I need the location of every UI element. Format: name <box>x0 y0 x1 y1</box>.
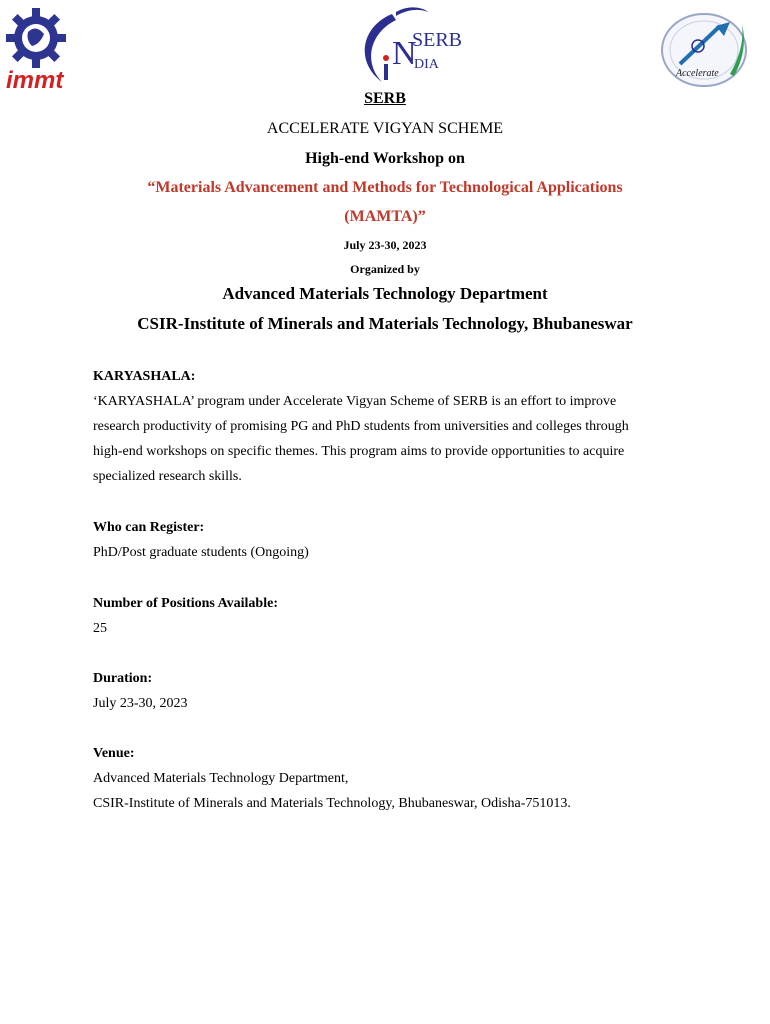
workshop-date: July 23-30, 2023 <box>343 238 427 252</box>
accelerate-logo-text: Accelerate <box>676 68 719 79</box>
karyashala-text-line: specialized research skills. <box>93 469 242 484</box>
csir-immt-logo <box>4 6 82 92</box>
serb-logo <box>352 6 462 88</box>
india-logo-text: DIA <box>414 57 439 72</box>
register-value: PhD/Post graduate students (Ongoing) <box>93 545 309 560</box>
organized-by-label: Organized by <box>350 262 420 276</box>
venue-line: CSIR-Institute of Minerals and Materials Technology, Bhubaneswar, Odisha-751013. <box>93 796 571 811</box>
svg-text:N: N <box>392 35 417 72</box>
duration-section <box>93 666 693 716</box>
institute-name: CSIR-Institute of Minerals and Materials Technology, Bhubaneswar <box>137 314 633 333</box>
positions-section <box>93 591 693 641</box>
venue-heading: Venue: <box>93 746 135 761</box>
karyashala-section <box>93 364 693 489</box>
accelerate-emblem-icon <box>660 12 756 88</box>
venue-section <box>93 741 693 816</box>
venue-line: Advanced Materials Technology Department, <box>93 771 349 786</box>
karyashala-text-line: ‘KARYASHALA’ program under Accelerate Vigyan Scheme of SERB is an effort to improve <box>93 394 617 409</box>
workshop-title-line1: “Materials Advancement and Methods for Technological Applications <box>147 179 623 196</box>
department-name: Advanced Materials Technology Department <box>222 284 548 303</box>
workshop-intro: High-end Workshop on <box>305 150 465 167</box>
workshop-title-line2: (MAMTA)” <box>344 208 426 225</box>
scheme-title: ACCELERATE VIGYAN SCHEME <box>266 120 504 137</box>
register-section <box>93 515 693 565</box>
duration-heading: Duration: <box>93 671 153 686</box>
karyashala-text-line: high-end workshops on specific themes. This program aims to provide opportunities to acquire <box>93 444 625 459</box>
gear-icon <box>4 6 82 92</box>
serb-logo-text: SERB <box>412 29 462 51</box>
serb-heading: SERB <box>364 90 406 107</box>
register-heading: Who can Register: <box>93 520 205 535</box>
accelerate-vigyan-logo <box>660 12 756 88</box>
immt-logo-text: immt <box>6 67 64 92</box>
duration-value: July 23-30, 2023 <box>93 696 188 711</box>
karyashala-heading: KARYASHALA: <box>93 369 196 384</box>
positions-value: 25 <box>93 621 107 636</box>
serb-emblem-icon <box>352 6 462 88</box>
karyashala-text-line: research productivity of promising PG and PhD students from universities and colleges through <box>93 419 629 434</box>
positions-heading: Number of Positions Available: <box>93 596 278 611</box>
